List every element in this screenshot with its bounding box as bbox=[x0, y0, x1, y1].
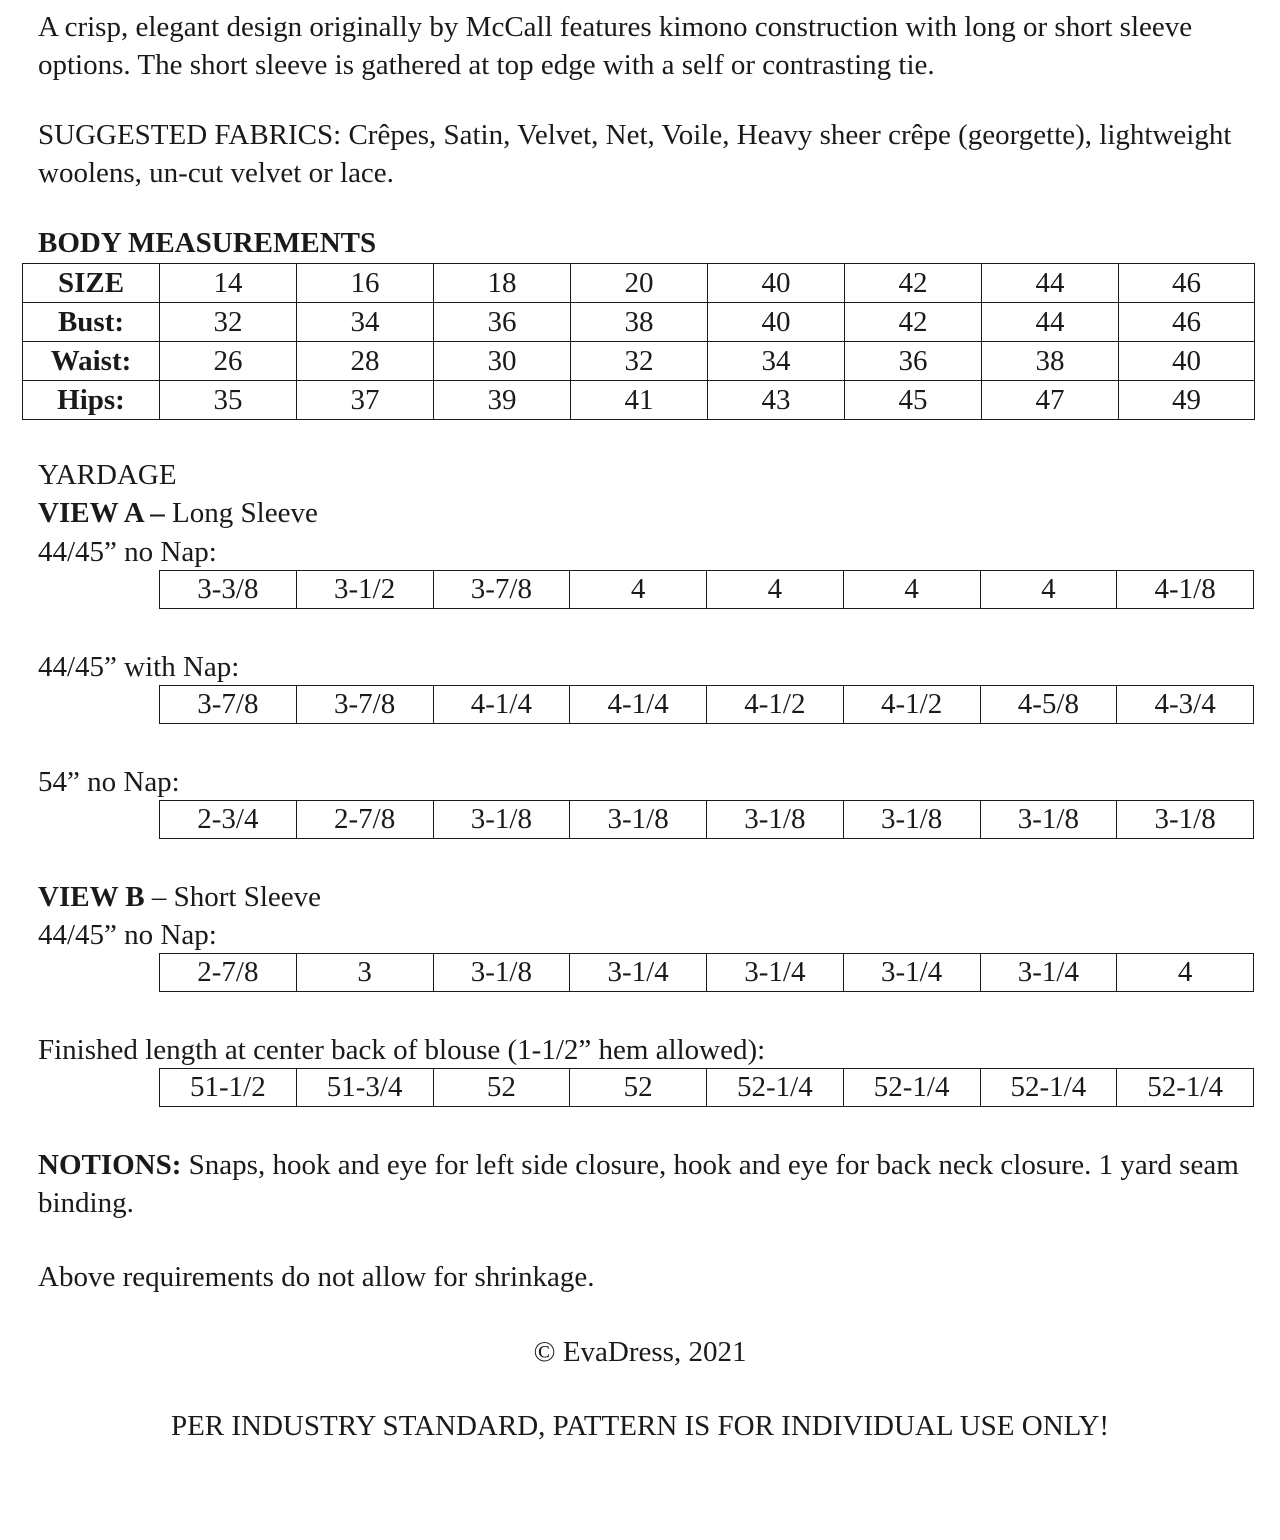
table-cell: 4-1/4 bbox=[570, 686, 707, 724]
table-cell: 49 bbox=[1119, 381, 1255, 420]
table-cell: 3-1/4 bbox=[707, 954, 844, 992]
table-cell: 35 bbox=[160, 381, 297, 420]
table-cell: 40 bbox=[1119, 342, 1255, 381]
usage-disclaimer: PER INDUSTRY STANDARD, PATTERN IS FOR INDIVIDUAL USE ONLY! bbox=[170, 1410, 1110, 1442]
table-cell: 4 bbox=[707, 571, 844, 609]
table-row bbox=[23, 381, 1255, 420]
yardage-title: YARDAGE bbox=[38, 459, 177, 491]
table-cell: 38 bbox=[982, 342, 1119, 381]
copyright: © EvaDress, 2021 bbox=[533, 1336, 747, 1368]
table-cell: 42 bbox=[845, 303, 982, 342]
yardage-label-b-no-nap-45: 44/45” no Nap: bbox=[38, 919, 217, 951]
table-cell: 37 bbox=[297, 381, 434, 420]
yardage-table-a-no-nap-45 bbox=[159, 570, 1254, 609]
table-cell: 3-1/8 bbox=[570, 801, 707, 839]
notions-label: NOTIONS: bbox=[38, 1149, 182, 1181]
table-cell: 52-1/4 bbox=[1117, 1069, 1254, 1107]
yardage-label-a-with-nap-45: 44/45” with Nap: bbox=[38, 651, 240, 683]
table-cell: 45 bbox=[845, 381, 982, 420]
table-cell: 44 bbox=[982, 303, 1119, 342]
notions-text: Snaps, hook and eye for left side closure, hook and eye for back neck closure. 1 yard seam binding. bbox=[38, 1149, 1239, 1219]
table-cell: 3-1/8 bbox=[1117, 801, 1254, 839]
view-b-desc: – Short Sleeve bbox=[144, 881, 322, 913]
table-row bbox=[160, 571, 1254, 609]
table-cell: 36 bbox=[845, 342, 982, 381]
table-cell: 3-1/4 bbox=[980, 954, 1117, 992]
finished-length-table bbox=[159, 1068, 1254, 1107]
notions-paragraph bbox=[38, 1146, 1250, 1222]
table-cell: 32 bbox=[571, 342, 708, 381]
table-cell: 2-7/8 bbox=[296, 801, 433, 839]
view-a-label: VIEW A – bbox=[38, 497, 165, 529]
table-cell: 4-1/2 bbox=[843, 686, 980, 724]
body-measurements-title: BODY MEASUREMENTS bbox=[38, 227, 377, 259]
table-cell: 41 bbox=[571, 381, 708, 420]
row-header: Waist: bbox=[23, 342, 160, 381]
table-row bbox=[23, 264, 1255, 303]
table-cell: 3-1/8 bbox=[980, 801, 1117, 839]
table-cell: 43 bbox=[708, 381, 845, 420]
table-cell: 4-3/4 bbox=[1117, 686, 1254, 724]
table-cell: 38 bbox=[571, 303, 708, 342]
yardage-table-b-no-nap-45 bbox=[159, 953, 1254, 992]
table-cell: 47 bbox=[982, 381, 1119, 420]
table-cell: 3-1/8 bbox=[433, 801, 570, 839]
fabrics-paragraph bbox=[38, 116, 1250, 192]
table-row bbox=[160, 801, 1254, 839]
row-header: SIZE bbox=[23, 264, 160, 303]
table-cell: 3 bbox=[296, 954, 433, 992]
table-cell: 4 bbox=[980, 571, 1117, 609]
table-cell: 4 bbox=[1117, 954, 1254, 992]
table-cell: 4-1/4 bbox=[433, 686, 570, 724]
table-cell: 40 bbox=[708, 303, 845, 342]
finished-length-label: Finished length at center back of blouse (1-1/2” hem allowed): bbox=[38, 1034, 766, 1066]
table-cell: 3-3/8 bbox=[160, 571, 297, 609]
table-cell: 52 bbox=[433, 1069, 570, 1107]
table-cell: 28 bbox=[297, 342, 434, 381]
table-cell: 4 bbox=[843, 571, 980, 609]
table-cell: 30 bbox=[434, 342, 571, 381]
table-row bbox=[23, 303, 1255, 342]
table-row bbox=[160, 686, 1254, 724]
table-cell: 36 bbox=[434, 303, 571, 342]
table-cell: 14 bbox=[160, 264, 297, 303]
table-cell: 34 bbox=[297, 303, 434, 342]
table-cell: 2-7/8 bbox=[160, 954, 297, 992]
table-cell: 3-7/8 bbox=[433, 571, 570, 609]
table-cell: 4 bbox=[570, 571, 707, 609]
table-cell: 16 bbox=[297, 264, 434, 303]
table-cell: 4-5/8 bbox=[980, 686, 1117, 724]
table-cell: 3-1/4 bbox=[570, 954, 707, 992]
table-cell: 51-3/4 bbox=[296, 1069, 433, 1107]
table-cell: 44 bbox=[982, 264, 1119, 303]
row-header: Hips: bbox=[23, 381, 160, 420]
yardage-table-a-no-nap-54 bbox=[159, 800, 1254, 839]
table-cell: 4-1/8 bbox=[1117, 571, 1254, 609]
table-cell: 52-1/4 bbox=[707, 1069, 844, 1107]
table-row bbox=[160, 954, 1254, 992]
table-row bbox=[160, 1069, 1254, 1107]
yardage-label-a-no-nap-45: 44/45” no Nap: bbox=[38, 536, 217, 568]
view-b-heading bbox=[38, 878, 321, 916]
fabrics-text: Crêpes, Satin, Velvet, Net, Voile, Heavy sheer crêpe (georgette), lightweight woolens, un-cut velvet or lace. bbox=[38, 119, 1232, 189]
table-cell: 32 bbox=[160, 303, 297, 342]
body-measurements-table bbox=[22, 263, 1255, 420]
table-cell: 26 bbox=[160, 342, 297, 381]
table-cell: 40 bbox=[708, 264, 845, 303]
table-row bbox=[23, 342, 1255, 381]
view-a-desc: Long Sleeve bbox=[164, 497, 318, 529]
view-b-label: VIEW B bbox=[38, 881, 145, 913]
table-cell: 52 bbox=[570, 1069, 707, 1107]
table-cell: 39 bbox=[434, 381, 571, 420]
table-cell: 4-1/2 bbox=[707, 686, 844, 724]
table-cell: 3-7/8 bbox=[296, 686, 433, 724]
table-cell: 3-1/8 bbox=[843, 801, 980, 839]
intro-paragraph: A crisp, elegant design originally by McCall features kimono construction with long or short sleeve options. The short sleeve is gathered at top edge with a self or contrasting tie. bbox=[38, 11, 1193, 81]
table-cell: 3-1/4 bbox=[843, 954, 980, 992]
row-header: Bust: bbox=[23, 303, 160, 342]
table-cell: 3-1/2 bbox=[296, 571, 433, 609]
table-cell: 20 bbox=[571, 264, 708, 303]
table-cell: 51-1/2 bbox=[160, 1069, 297, 1107]
shrinkage-note: Above requirements do not allow for shrinkage. bbox=[38, 1261, 595, 1293]
table-cell: 46 bbox=[1119, 303, 1255, 342]
table-cell: 34 bbox=[708, 342, 845, 381]
table-cell: 42 bbox=[845, 264, 982, 303]
table-cell: 3-1/8 bbox=[707, 801, 844, 839]
table-cell: 46 bbox=[1119, 264, 1255, 303]
table-cell: 52-1/4 bbox=[980, 1069, 1117, 1107]
table-cell: 52-1/4 bbox=[843, 1069, 980, 1107]
fabrics-label: SUGGESTED FABRICS: bbox=[38, 119, 342, 151]
table-cell: 2-3/4 bbox=[160, 801, 297, 839]
table-cell: 18 bbox=[434, 264, 571, 303]
table-cell: 3-7/8 bbox=[160, 686, 297, 724]
table-cell: 3-1/8 bbox=[433, 954, 570, 992]
yardage-label-a-no-nap-54: 54” no Nap: bbox=[38, 766, 180, 798]
view-a-heading bbox=[38, 494, 318, 532]
yardage-table-a-with-nap-45 bbox=[159, 685, 1254, 724]
